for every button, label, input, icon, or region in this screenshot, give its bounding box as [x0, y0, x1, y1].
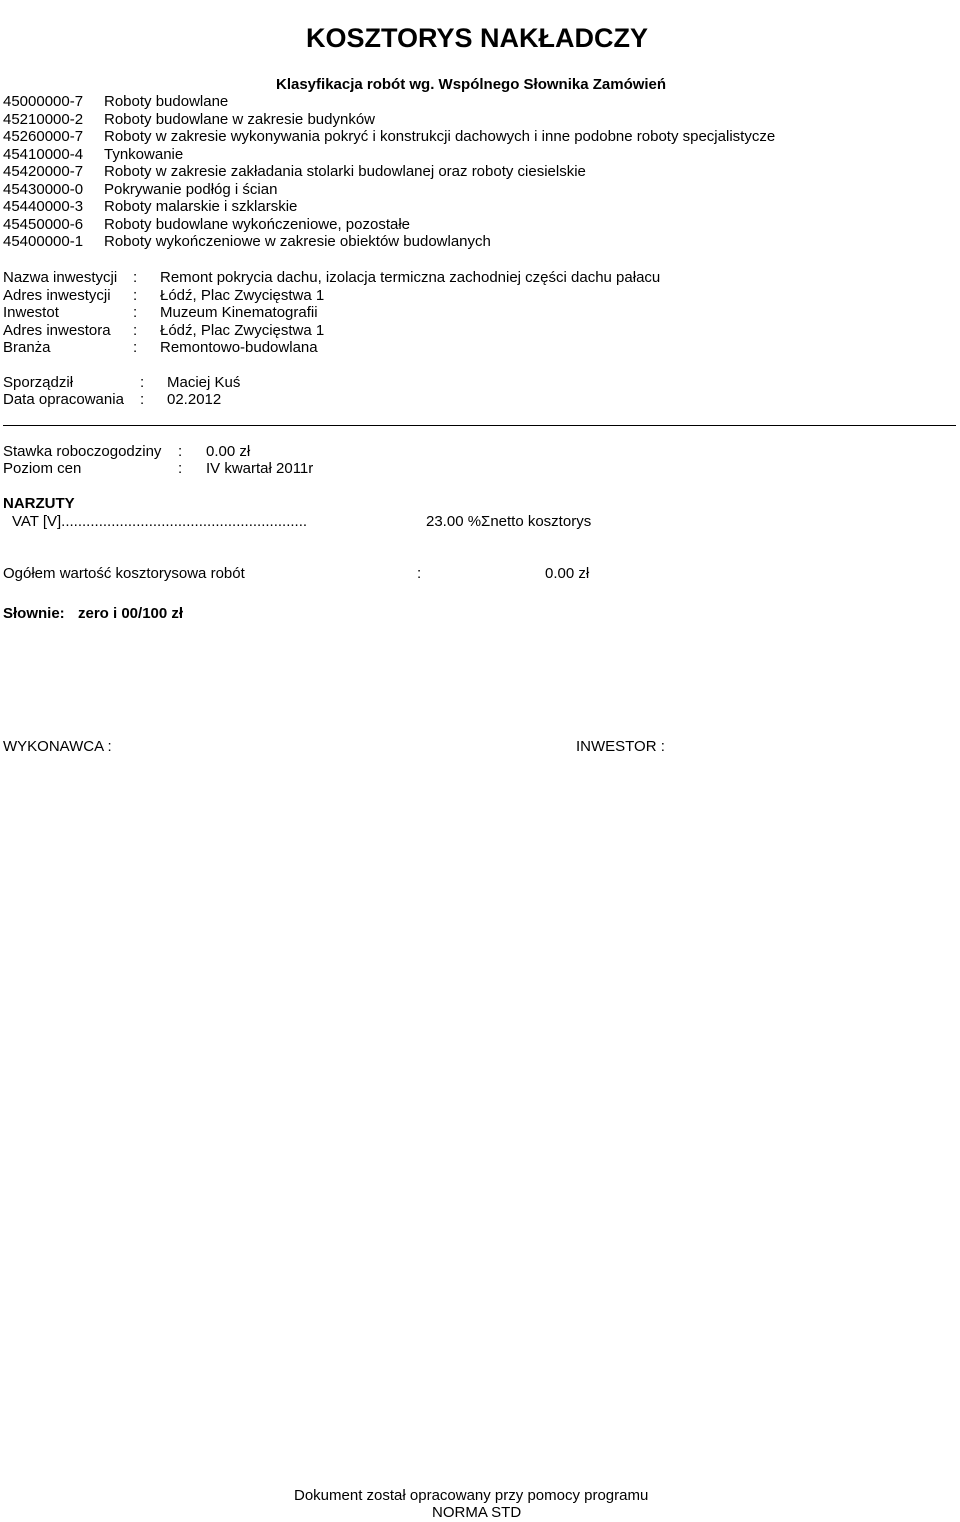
colon-separator: :	[133, 304, 138, 321]
cpv-description: Roboty budowlane wykończeniowe, pozostałe	[104, 216, 411, 233]
cpv-code: 45400000-1	[3, 233, 84, 250]
investor-value: Muzeum Kinematografii	[160, 304, 318, 321]
vat-value: 23.00 %Σnetto kosztorys	[426, 513, 592, 530]
colon-separator: :	[133, 287, 138, 304]
investment-name-value: Remont pokrycia dachu, izolacja termiczna zachodniej części dachu pałacu	[160, 269, 661, 286]
price-level-label: Poziom cen	[3, 460, 82, 477]
branch-label: Branża	[3, 339, 51, 356]
colon-separator: :	[140, 391, 145, 408]
investor-address-label: Adres inwestora	[3, 322, 111, 339]
cpv-code: 45450000-6	[3, 216, 84, 233]
price-level-value: IV kwartał 2011r	[206, 460, 314, 477]
cpv-description: Tynkowanie	[104, 146, 184, 163]
footer-program-note: Dokument został opracowany przy pomocy programu	[294, 1487, 649, 1504]
cpv-code: 45430000-0	[3, 181, 84, 198]
cpv-description: Roboty w zakresie zakładania stolarki budowlanej oraz roboty ciesielskie	[104, 163, 586, 180]
investor-address-value: Łódź, Plac Zwycięstwa 1	[160, 322, 325, 339]
colon-separator: :	[140, 374, 145, 391]
date-label: Data opracowania	[3, 391, 124, 408]
cpv-description: Roboty wykończeniowe w zakresie obiektów budowlanych	[104, 233, 491, 250]
date-value: 02.2012	[167, 391, 222, 408]
hourly-rate-value: 0.00 zł	[206, 443, 251, 460]
colon-separator: :	[133, 269, 138, 286]
branch-value: Remontowo-budowlana	[160, 339, 318, 356]
investment-address-value: Łódź, Plac Zwycięstwa 1	[160, 287, 325, 304]
investment-name-label: Nazwa inwestycji	[3, 269, 118, 286]
cpv-code: 45000000-7	[3, 93, 84, 110]
colon-separator: :	[133, 322, 138, 339]
colon-separator: :	[178, 460, 183, 477]
markups-header: NARZUTY	[3, 495, 75, 512]
hourly-rate-label: Stawka roboczogodziny	[3, 443, 162, 460]
investor-label: Inwestot	[3, 304, 59, 321]
investor-signature-label: INWESTOR :	[576, 738, 665, 755]
investment-address-label: Adres inwestycji	[3, 287, 111, 304]
author-value: Maciej Kuś	[167, 374, 241, 391]
contractor-signature-label: WYKONAWCA :	[3, 738, 112, 755]
cpv-code: 45210000-2	[3, 111, 84, 128]
divider-line	[3, 425, 956, 426]
vat-label: VAT [V]...........................................................	[12, 513, 308, 530]
cpv-code: 45420000-7	[3, 163, 84, 180]
footer-program-name: NORMA STD	[432, 1504, 522, 1521]
author-label: Sporządził	[3, 374, 74, 391]
cpv-code: 45410000-4	[3, 146, 84, 163]
cpv-code: 45260000-7	[3, 128, 84, 145]
colon-separator: :	[417, 565, 422, 582]
cpv-description: Pokrywanie podłóg i ścian	[104, 181, 278, 198]
in-words-label: Słownie:	[3, 605, 65, 622]
cpv-code: 45440000-3	[3, 198, 84, 215]
document-title: KOSZTORYS NAKŁADCZY	[306, 23, 649, 53]
in-words-value: zero i 00/100 zł	[78, 605, 184, 622]
cpv-description: Roboty budowlane w zakresie budynków	[104, 111, 375, 128]
colon-separator: :	[178, 443, 183, 460]
cpv-description: Roboty budowlane	[104, 93, 229, 110]
total-label: Ogółem wartość kosztorysowa robót	[3, 565, 245, 582]
total-value: 0.00 zł	[545, 565, 590, 582]
colon-separator: :	[133, 339, 138, 356]
cpv-description: Roboty malarskie i szklarskie	[104, 198, 298, 215]
cpv-description: Roboty w zakresie wykonywania pokryć i konstrukcji dachowych i inne podobne roboty specjalistycze	[104, 128, 776, 145]
classification-header: Klasyfikacja robót wg. Wspólnego Słownika Zamówień	[276, 76, 667, 93]
